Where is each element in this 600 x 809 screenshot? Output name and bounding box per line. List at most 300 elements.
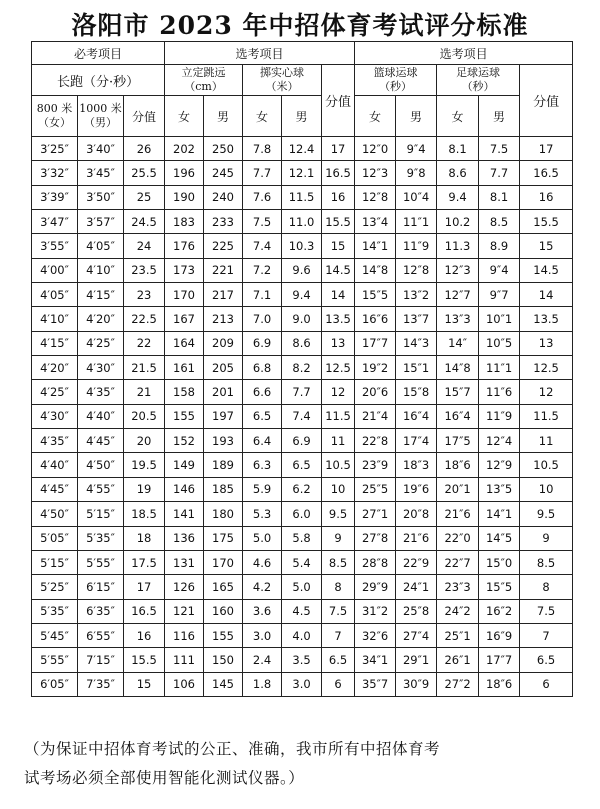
run-female-line2: （女） xyxy=(38,116,71,129)
table-cell: 10 xyxy=(520,477,573,501)
table-cell: 12″9 xyxy=(479,453,520,477)
table-cell: 233 xyxy=(204,210,243,234)
table-cell: 131 xyxy=(165,550,204,574)
table-cell: 4′35″ xyxy=(78,380,124,404)
table-cell: 9″8 xyxy=(396,161,437,185)
basket-header-line1: 篮球运球 xyxy=(373,66,418,79)
table-cell: 7.2 xyxy=(243,258,282,282)
ball-female-header: 女 xyxy=(243,96,282,137)
table-cell: 27″2 xyxy=(437,672,479,696)
table-cell: 15″0 xyxy=(479,550,520,574)
table-cell: 160 xyxy=(204,599,243,623)
table-cell: 6.5 xyxy=(282,453,322,477)
table-cell: 4′15″ xyxy=(32,331,78,355)
table-cell: 15″1 xyxy=(396,356,437,380)
table-row xyxy=(32,404,573,428)
table-cell: 3′25″ xyxy=(32,137,78,161)
table-cell: 9 xyxy=(322,526,355,550)
table-cell: 7.5 xyxy=(243,210,282,234)
table-cell: 23.5 xyxy=(124,258,165,282)
table-row xyxy=(32,210,573,234)
table-cell: 1.8 xyxy=(243,672,282,696)
table-cell: 5′25″ xyxy=(32,575,78,599)
table-cell: 17 xyxy=(322,137,355,161)
table-cell: 21 xyxy=(124,380,165,404)
table-cell: 9.5 xyxy=(520,502,573,526)
table-cell: 14.5 xyxy=(322,258,355,282)
table-cell: 12″3 xyxy=(437,258,479,282)
table-cell: 3′32″ xyxy=(32,161,78,185)
table-cell: 24″1 xyxy=(396,575,437,599)
table-cell: 6.9 xyxy=(243,331,282,355)
table-cell: 14″8 xyxy=(355,258,396,282)
table-cell: 3.0 xyxy=(243,623,282,647)
table-cell: 5′05″ xyxy=(32,526,78,550)
table-cell: 7.5 xyxy=(520,599,573,623)
table-cell: 18″6 xyxy=(479,672,520,696)
table-cell: 209 xyxy=(204,331,243,355)
table-cell: 16.5 xyxy=(520,161,573,185)
table-cell: 4′30″ xyxy=(32,404,78,428)
footnote-line1: （为保证中招体育考试的公正、准确，我市所有中招体育考 xyxy=(24,740,441,758)
soccer-header xyxy=(437,65,520,96)
table-cell: 25″1 xyxy=(437,623,479,647)
jump-male-header: 男 xyxy=(204,96,243,137)
table-cell: 158 xyxy=(165,380,204,404)
table-cell: 6.2 xyxy=(282,477,322,501)
table-cell: 6′55″ xyxy=(78,623,124,647)
table-cell: 2.4 xyxy=(243,648,282,672)
table-cell: 12.4 xyxy=(282,137,322,161)
table-cell: 4′00″ xyxy=(32,258,78,282)
soccer-female-header: 女 xyxy=(437,96,479,137)
table-cell: 155 xyxy=(204,623,243,647)
table-cell: 18″6 xyxy=(437,453,479,477)
table-cell: 17.5 xyxy=(124,550,165,574)
table-cell: 116 xyxy=(165,623,204,647)
table-cell: 16″9 xyxy=(479,623,520,647)
table-cell: 11″9 xyxy=(396,234,437,258)
table-cell: 183 xyxy=(165,210,204,234)
table-cell: 164 xyxy=(165,331,204,355)
table-cell: 213 xyxy=(204,307,243,331)
table-cell: 4.2 xyxy=(243,575,282,599)
table-cell: 4′15″ xyxy=(78,283,124,307)
table-cell: 196 xyxy=(165,161,204,185)
table-cell: 5.8 xyxy=(282,526,322,550)
score-header-2: 分值 xyxy=(520,65,573,137)
table-cell: 9″4 xyxy=(479,258,520,282)
table-cell: 7.5 xyxy=(479,137,520,161)
table-cell: 17″5 xyxy=(437,429,479,453)
table-cell: 16″6 xyxy=(355,307,396,331)
table-cell: 250 xyxy=(204,137,243,161)
table-cell: 8.1 xyxy=(437,137,479,161)
table-cell: 4′30″ xyxy=(78,356,124,380)
table-cell: 11″6 xyxy=(479,380,520,404)
table-cell: 20″6 xyxy=(355,380,396,404)
table-cell: 15″5 xyxy=(479,575,520,599)
table-cell: 5′15″ xyxy=(32,550,78,574)
table-cell: 4′25″ xyxy=(32,380,78,404)
table-cell: 20 xyxy=(124,429,165,453)
table-cell: 17″7 xyxy=(355,331,396,355)
table-cell: 14″1 xyxy=(479,502,520,526)
table-cell: 111 xyxy=(165,648,204,672)
table-cell: 15 xyxy=(322,234,355,258)
group-optional-header-2: 选考项目 xyxy=(355,42,573,65)
table-cell: 14 xyxy=(520,283,573,307)
table-row xyxy=(32,234,573,258)
table-cell: 3.5 xyxy=(282,648,322,672)
table-cell: 4′50″ xyxy=(32,502,78,526)
table-cell: 17 xyxy=(520,137,573,161)
table-cell: 12 xyxy=(520,380,573,404)
table-cell: 6.3 xyxy=(243,453,282,477)
table-cell: 10″5 xyxy=(479,331,520,355)
table-cell: 5′55″ xyxy=(32,648,78,672)
ball-header xyxy=(243,65,322,96)
table-cell: 11.3 xyxy=(437,234,479,258)
table-cell: 7 xyxy=(322,623,355,647)
table-cell: 167 xyxy=(165,307,204,331)
table-cell: 225 xyxy=(204,234,243,258)
table-cell: 170 xyxy=(204,550,243,574)
table-cell: 3.0 xyxy=(282,672,322,696)
table-cell: 11″9 xyxy=(479,404,520,428)
table-row xyxy=(32,502,573,526)
table-cell: 12.1 xyxy=(282,161,322,185)
table-cell: 5′45″ xyxy=(32,623,78,647)
table-cell: 6.5 xyxy=(243,404,282,428)
table-cell: 7.7 xyxy=(243,161,282,185)
table-cell: 141 xyxy=(165,502,204,526)
table-cell: 15 xyxy=(520,234,573,258)
table-cell: 201 xyxy=(204,380,243,404)
table-cell: 4′20″ xyxy=(78,307,124,331)
jump-header-line2: （cm） xyxy=(184,80,223,93)
table-cell: 7.5 xyxy=(322,599,355,623)
table-cell: 22″0 xyxy=(437,526,479,550)
table-cell: 12″4 xyxy=(479,429,520,453)
table-cell: 19″6 xyxy=(396,477,437,501)
table-cell: 4′55″ xyxy=(78,477,124,501)
table-cell: 6.9 xyxy=(282,429,322,453)
table-cell: 21″6 xyxy=(437,502,479,526)
soccer-header-line1: 足球运球 xyxy=(456,66,501,79)
table-cell: 9.0 xyxy=(282,307,322,331)
table-cell: 3′50″ xyxy=(78,185,124,209)
table-cell: 5′35″ xyxy=(32,599,78,623)
table-cell: 190 xyxy=(165,185,204,209)
table-cell: 5.0 xyxy=(243,526,282,550)
score-header-1: 分值 xyxy=(322,65,355,137)
table-cell: 4′45″ xyxy=(32,477,78,501)
table-row xyxy=(32,477,573,501)
table-cell: 9.6 xyxy=(282,258,322,282)
table-cell: 26″1 xyxy=(437,648,479,672)
table-cell: 149 xyxy=(165,453,204,477)
table-row xyxy=(32,550,573,574)
table-cell: 7 xyxy=(520,623,573,647)
table-cell: 11″1 xyxy=(479,356,520,380)
table-cell: 16 xyxy=(124,623,165,647)
table-cell: 20″8 xyxy=(396,502,437,526)
table-cell: 176 xyxy=(165,234,204,258)
basket-header-line2: （秒） xyxy=(379,80,413,93)
table-cell: 11.5 xyxy=(520,404,573,428)
footnote xyxy=(24,735,584,793)
table-cell: 24″2 xyxy=(437,599,479,623)
table-cell: 3′45″ xyxy=(78,161,124,185)
table-cell: 15.5 xyxy=(124,648,165,672)
table-row xyxy=(32,599,573,623)
table-cell: 175 xyxy=(204,526,243,550)
table-cell: 145 xyxy=(204,672,243,696)
table-cell: 121 xyxy=(165,599,204,623)
table-cell: 7.6 xyxy=(243,185,282,209)
table-cell: 12″7 xyxy=(437,283,479,307)
table-cell: 8.1 xyxy=(479,185,520,209)
table-cell: 14.5 xyxy=(520,258,573,282)
table-cell: 13.5 xyxy=(322,307,355,331)
table-cell: 240 xyxy=(204,185,243,209)
ball-male-header: 男 xyxy=(282,96,322,137)
table-cell: 21.5 xyxy=(124,356,165,380)
table-cell: 13 xyxy=(322,331,355,355)
table-cell: 3′47″ xyxy=(32,210,78,234)
table-cell: 8.9 xyxy=(479,234,520,258)
table-cell: 5′55″ xyxy=(78,550,124,574)
table-row xyxy=(32,429,573,453)
table-cell: 9.5 xyxy=(322,502,355,526)
table-cell: 106 xyxy=(165,672,204,696)
table-cell: 4′40″ xyxy=(78,404,124,428)
jump-female-header: 女 xyxy=(165,96,204,137)
table-cell: 3′57″ xyxy=(78,210,124,234)
table-cell: 10.5 xyxy=(520,453,573,477)
table-cell: 4′20″ xyxy=(32,356,78,380)
table-cell: 180 xyxy=(204,502,243,526)
table-row xyxy=(32,623,573,647)
table-cell: 9.4 xyxy=(437,185,479,209)
table-cell: 22 xyxy=(124,331,165,355)
table-cell: 8.5 xyxy=(520,550,573,574)
table-cell: 5.0 xyxy=(282,575,322,599)
table-cell: 15.5 xyxy=(322,210,355,234)
table-cell: 150 xyxy=(204,648,243,672)
table-cell: 16 xyxy=(322,185,355,209)
table-cell: 29″1 xyxy=(396,648,437,672)
table-cell: 6′35″ xyxy=(78,599,124,623)
table-cell: 7.0 xyxy=(243,307,282,331)
table-cell: 24 xyxy=(124,234,165,258)
table-cell: 8.2 xyxy=(282,356,322,380)
table-cell: 27″4 xyxy=(396,623,437,647)
table-cell: 14″ xyxy=(437,331,479,355)
table-cell: 10″1 xyxy=(479,307,520,331)
table-cell: 6 xyxy=(520,672,573,696)
table-cell: 23″3 xyxy=(437,575,479,599)
table-cell: 3′40″ xyxy=(78,137,124,161)
run-male-line2: （男） xyxy=(84,116,117,129)
table-cell: 6.4 xyxy=(243,429,282,453)
table-cell: 10.2 xyxy=(437,210,479,234)
table-cell: 24.5 xyxy=(124,210,165,234)
table-cell: 35″7 xyxy=(355,672,396,696)
soccer-header-line2: （秒） xyxy=(461,80,495,93)
table-cell: 245 xyxy=(204,161,243,185)
table-cell: 25 xyxy=(124,185,165,209)
table-cell: 17″4 xyxy=(396,429,437,453)
table-cell: 6′15″ xyxy=(78,575,124,599)
table-cell: 26 xyxy=(124,137,165,161)
table-cell: 15″7 xyxy=(437,380,479,404)
table-cell: 3′55″ xyxy=(32,234,78,258)
table-cell: 29″9 xyxy=(355,575,396,599)
table-row xyxy=(32,283,573,307)
run-female-header xyxy=(32,96,78,137)
group-required-header: 必考项目 xyxy=(32,42,165,65)
table-cell: 8 xyxy=(520,575,573,599)
table-cell: 185 xyxy=(204,477,243,501)
table-cell: 170 xyxy=(165,283,204,307)
table-cell: 193 xyxy=(204,429,243,453)
table-cell: 13″3 xyxy=(437,307,479,331)
table-cell: 16″4 xyxy=(396,404,437,428)
table-cell: 7.8 xyxy=(243,137,282,161)
table-cell: 5.4 xyxy=(282,550,322,574)
table-row xyxy=(32,380,573,404)
table-cell: 11.5 xyxy=(322,404,355,428)
table-row xyxy=(32,258,573,282)
table-cell: 30″9 xyxy=(396,672,437,696)
table-cell: 4.6 xyxy=(243,550,282,574)
table-cell: 20.5 xyxy=(124,404,165,428)
table-cell: 12.5 xyxy=(322,356,355,380)
table-cell: 5′15″ xyxy=(78,502,124,526)
table-cell: 8.5 xyxy=(322,550,355,574)
table-cell: 14 xyxy=(322,283,355,307)
table-cell: 13″4 xyxy=(355,210,396,234)
table-cell: 23 xyxy=(124,283,165,307)
table-cell: 4′05″ xyxy=(32,283,78,307)
table-cell: 25.5 xyxy=(124,161,165,185)
table-cell: 13″7 xyxy=(396,307,437,331)
table-cell: 9.4 xyxy=(282,283,322,307)
table-cell: 8.5 xyxy=(479,210,520,234)
table-cell: 4′35″ xyxy=(32,429,78,453)
table-cell: 4′10″ xyxy=(32,307,78,331)
table-cell: 10″4 xyxy=(396,185,437,209)
table-cell: 3′39″ xyxy=(32,185,78,209)
table-cell: 14″3 xyxy=(396,331,437,355)
table-cell: 27″1 xyxy=(355,502,396,526)
table-cell: 23″9 xyxy=(355,453,396,477)
table-cell: 5′35″ xyxy=(78,526,124,550)
table-cell: 146 xyxy=(165,477,204,501)
table-cell: 16.5 xyxy=(322,161,355,185)
basket-female-header: 女 xyxy=(355,96,396,137)
table-cell: 4′45″ xyxy=(78,429,124,453)
table-cell: 205 xyxy=(204,356,243,380)
table-cell: 12″0 xyxy=(355,137,396,161)
table-cell: 217 xyxy=(204,283,243,307)
table-cell: 6.5 xyxy=(520,648,573,672)
table-cell: 12″3 xyxy=(355,161,396,185)
table-cell: 7′15″ xyxy=(78,648,124,672)
table-cell: 4′05″ xyxy=(78,234,124,258)
table-row xyxy=(32,648,573,672)
table-cell: 16 xyxy=(520,185,573,209)
table-cell: 19.5 xyxy=(124,453,165,477)
table-cell: 34″1 xyxy=(355,648,396,672)
table-cell: 10 xyxy=(322,477,355,501)
ball-header-line2: （米） xyxy=(265,80,299,93)
table-cell: 22″8 xyxy=(355,429,396,453)
table-cell: 10.3 xyxy=(282,234,322,258)
table-cell: 6.0 xyxy=(282,502,322,526)
table-cell: 6.5 xyxy=(322,648,355,672)
table-cell: 8.6 xyxy=(437,161,479,185)
jump-header xyxy=(165,65,243,96)
run-score-header: 分值 xyxy=(124,96,165,137)
table-cell: 21″4 xyxy=(355,404,396,428)
table-cell: 15″8 xyxy=(396,380,437,404)
table-cell: 31″2 xyxy=(355,599,396,623)
table-row xyxy=(32,137,573,161)
run-header: 长跑（分·秒） xyxy=(32,65,165,96)
table-cell: 6 xyxy=(322,672,355,696)
score-table xyxy=(31,41,573,697)
table-cell: 7.4 xyxy=(282,404,322,428)
table-row xyxy=(32,526,573,550)
table-cell: 3.6 xyxy=(243,599,282,623)
table-cell: 11″1 xyxy=(396,210,437,234)
table-cell: 189 xyxy=(204,453,243,477)
table-cell: 4.0 xyxy=(282,623,322,647)
table-cell: 4′40″ xyxy=(32,453,78,477)
table-cell: 7′35″ xyxy=(78,672,124,696)
table-cell: 25″8 xyxy=(396,599,437,623)
table-cell: 11.0 xyxy=(282,210,322,234)
table-cell: 20″1 xyxy=(437,477,479,501)
ball-header-line1: 掷实心球 xyxy=(260,66,305,79)
table-cell: 13″2 xyxy=(396,283,437,307)
table-cell: 19 xyxy=(124,477,165,501)
table-cell: 11 xyxy=(520,429,573,453)
table-cell: 7.4 xyxy=(243,234,282,258)
table-cell: 173 xyxy=(165,258,204,282)
table-cell: 22.5 xyxy=(124,307,165,331)
group-optional-header-1: 选考项目 xyxy=(165,42,355,65)
table-row xyxy=(32,453,573,477)
table-cell: 14″1 xyxy=(355,234,396,258)
table-cell: 19″2 xyxy=(355,356,396,380)
table-cell: 12 xyxy=(322,380,355,404)
table-cell: 11.5 xyxy=(282,185,322,209)
table-cell: 152 xyxy=(165,429,204,453)
run-female-line1: 800 米 xyxy=(36,102,73,115)
soccer-male-header: 男 xyxy=(479,96,520,137)
table-cell: 14″8 xyxy=(437,356,479,380)
table-cell: 4′25″ xyxy=(78,331,124,355)
table-cell: 4′50″ xyxy=(78,453,124,477)
table-row xyxy=(32,307,573,331)
table-cell: 15″5 xyxy=(355,283,396,307)
table-cell: 14″5 xyxy=(479,526,520,550)
table-cell: 13″5 xyxy=(479,477,520,501)
